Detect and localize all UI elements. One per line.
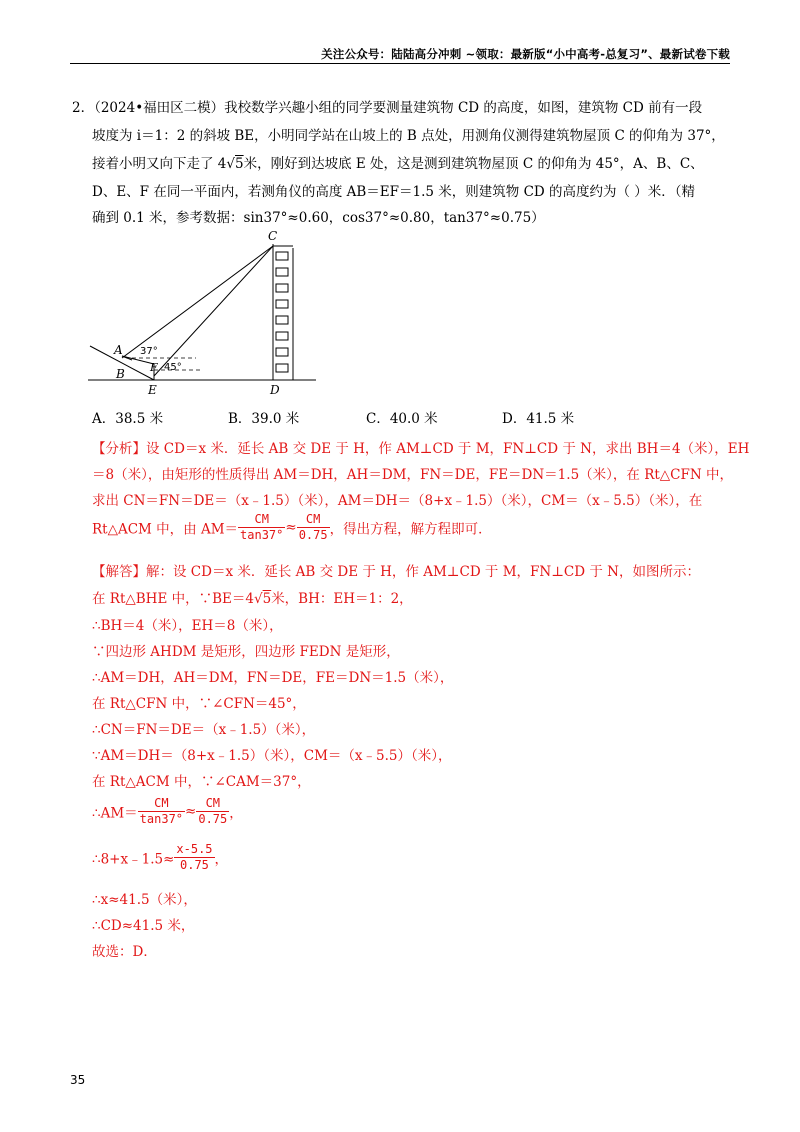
label-D: D bbox=[270, 383, 280, 397]
q3-text-a: 接着小明又向下走了 bbox=[92, 156, 218, 172]
sight-line-FC bbox=[154, 246, 273, 376]
analysis-line-4 bbox=[92, 512, 492, 543]
option-b[interactable]: B．39.0 米 bbox=[228, 411, 300, 427]
solution-line-10 bbox=[92, 796, 243, 827]
solution-line-13: ∴CD≈41.5 米， bbox=[92, 918, 195, 934]
solution-line-6: 在 Rt△CFN 中，∵∠CFN＝45°， bbox=[92, 696, 306, 712]
analysis-approx: ≈ bbox=[285, 519, 297, 536]
sol11-denominator: 0.75 bbox=[180, 858, 209, 872]
sol10-fraction-2 bbox=[196, 796, 229, 827]
option-c[interactable]: C．40.0 米 bbox=[366, 411, 438, 427]
sol10-f1-denominator: tan37° bbox=[139, 812, 184, 826]
question-line-2: 坡度为 i＝1：2 的斜坡 BE，小明同学站在山坡上的 B 点处，用测角仪测得建筑物屋顶 C 的仰角为 37°， bbox=[92, 128, 725, 144]
sol2-radicand: 5 bbox=[262, 591, 272, 607]
sol10-fraction-1 bbox=[138, 796, 185, 827]
solution-line-14: 故选：D． bbox=[92, 944, 157, 960]
option-d[interactable]: D．41.5 米 bbox=[502, 411, 575, 427]
q3-text-b: 米，刚好到达坡底 E 处，这是测到建筑物屋顶 C 的仰角为 45°，A、B、C、 bbox=[243, 156, 704, 172]
analysis-fraction-1 bbox=[238, 512, 285, 543]
sol11-numerator: x-5.5 bbox=[176, 842, 213, 856]
solution-line-7: ∴CN＝FN＝DE＝（x﹣1.5）（米）， bbox=[92, 722, 316, 738]
building-windows bbox=[276, 252, 288, 372]
analysis-tag: 【分析】 bbox=[92, 441, 146, 457]
solution-line-5: ∴AM＝DH，AH＝DM，FN＝DE，FE＝DN＝1.5（米）， bbox=[92, 670, 454, 686]
question-line-5: 确到 0.1 米，参考数据：sin37°≈0.60，cos37°≈0.80，tan37°≈0.75） bbox=[92, 210, 545, 226]
solution-line-3: ∴BH＝4（米），EH＝8（米）， bbox=[92, 618, 283, 634]
question-line-3 bbox=[92, 152, 704, 172]
solution-line-9: 在 Rt△ACM 中，∵∠CAM＝37°， bbox=[92, 774, 311, 790]
sqrt-symbol: √ bbox=[226, 156, 235, 172]
sol11-text-b: ， bbox=[214, 851, 229, 868]
label-A: A bbox=[114, 343, 123, 357]
header-rule bbox=[70, 63, 730, 64]
solution-line-11 bbox=[92, 842, 228, 873]
frac2-numerator: CM bbox=[297, 512, 330, 528]
analysis-line-3: 求出 CN＝FN＝DE＝（x﹣1.5）（米），AM＝DH＝（8+x﹣1.5）（米），CM＝（x﹣5.5）（米），在 bbox=[92, 493, 703, 509]
solution-line-1 bbox=[92, 560, 700, 580]
label-angle-37: 37° bbox=[140, 346, 158, 357]
sol2-text-a: 在 Rt△BHE 中，∵BE＝ bbox=[92, 591, 246, 607]
label-C: C bbox=[268, 229, 278, 243]
solution-line-2 bbox=[92, 587, 413, 607]
q3-radicand: 5 bbox=[235, 156, 244, 172]
sol10-text-a: ∴AM＝ bbox=[92, 805, 138, 822]
sol10-text-b: ， bbox=[229, 805, 243, 822]
sol11-fraction bbox=[174, 842, 214, 873]
question-line-1: 2．（2024•福田区二模）我校数学兴趣小组的同学要测量建筑物 CD 的高度，如图，建筑物 CD 前有一段 bbox=[72, 100, 703, 116]
analysis-fraction-2 bbox=[297, 512, 330, 543]
label-F: F bbox=[150, 361, 158, 374]
frac1-numerator: CM bbox=[238, 512, 285, 528]
solution-line-8: ∵AM＝DH＝（8+x﹣1.5）（米），CM＝（x﹣5.5）（米）， bbox=[92, 748, 452, 764]
sight-line-AC bbox=[122, 246, 273, 358]
sol11-text-a: ∴8+x﹣1.5≈ bbox=[92, 851, 175, 868]
solution-text-1: 解：设 CD＝x 米．延长 AB 交 DE 于 H，作 AM⊥CD 于 M，FN⊥CD 于 N，如图所示： bbox=[146, 564, 700, 580]
question-line-4: D、E、F 在同一平面内，若测角仪的高度 AB＝EF＝1.5 米，则建筑物 CD 的高度约为（ ）米．（精 bbox=[92, 184, 696, 200]
label-B: B bbox=[116, 367, 125, 381]
sol10-approx: ≈ bbox=[185, 803, 197, 820]
analysis-text-4b: ，得出方程，解方程即可． bbox=[329, 521, 492, 538]
solution-tag: 【解答】 bbox=[92, 564, 146, 580]
sol10-f2-numerator: CM bbox=[196, 796, 229, 812]
label-E: E bbox=[148, 383, 157, 397]
solution-line-4: ∵四边形 AHDM 是矩形，四边形 FEDN 是矩形， bbox=[92, 644, 400, 660]
analysis-line-2: ＝8（米），由矩形的性质得出 AM＝DH，AH＝DM，FN＝DE，FE＝DN＝1.5（米），在 Rt△CFN 中， bbox=[92, 467, 733, 483]
solution-line-12: ∴x≈41.5（米）， bbox=[92, 892, 197, 908]
sol2-text-b: 米，BH：EH＝1：2， bbox=[271, 591, 413, 607]
sqrt-symbol-2: √ bbox=[253, 591, 263, 607]
sol2-coef: 4 bbox=[245, 591, 254, 607]
sol10-f1-numerator: CM bbox=[138, 796, 185, 812]
geometry-diagram bbox=[88, 228, 318, 398]
analysis-line-1 bbox=[92, 437, 749, 457]
frac1-denominator: tan37° bbox=[240, 528, 284, 542]
frac2-denominator: 0.75 bbox=[298, 528, 328, 542]
page-number: 35 bbox=[70, 1073, 86, 1087]
analysis-text-1: 设 CD＝x 米．延长 AB 交 DE 于 H，作 AM⊥CD 于 M，FN⊥CD 于 N，求出 BH＝4（米），EH bbox=[146, 441, 750, 457]
page-header: 关注公众号：陆陆高分冲刺 ~领取：最新版“小中高考-总复习”、最新试卷下载 bbox=[321, 47, 730, 61]
analysis-text-4a: Rt△ACM 中，由 AM＝ bbox=[92, 521, 239, 538]
label-angle-45: 45° bbox=[164, 362, 182, 373]
option-a[interactable]: A．38.5 米 bbox=[92, 411, 164, 427]
q3-coef: 4 bbox=[217, 156, 227, 172]
sol10-f2-denominator: 0.75 bbox=[198, 812, 228, 826]
